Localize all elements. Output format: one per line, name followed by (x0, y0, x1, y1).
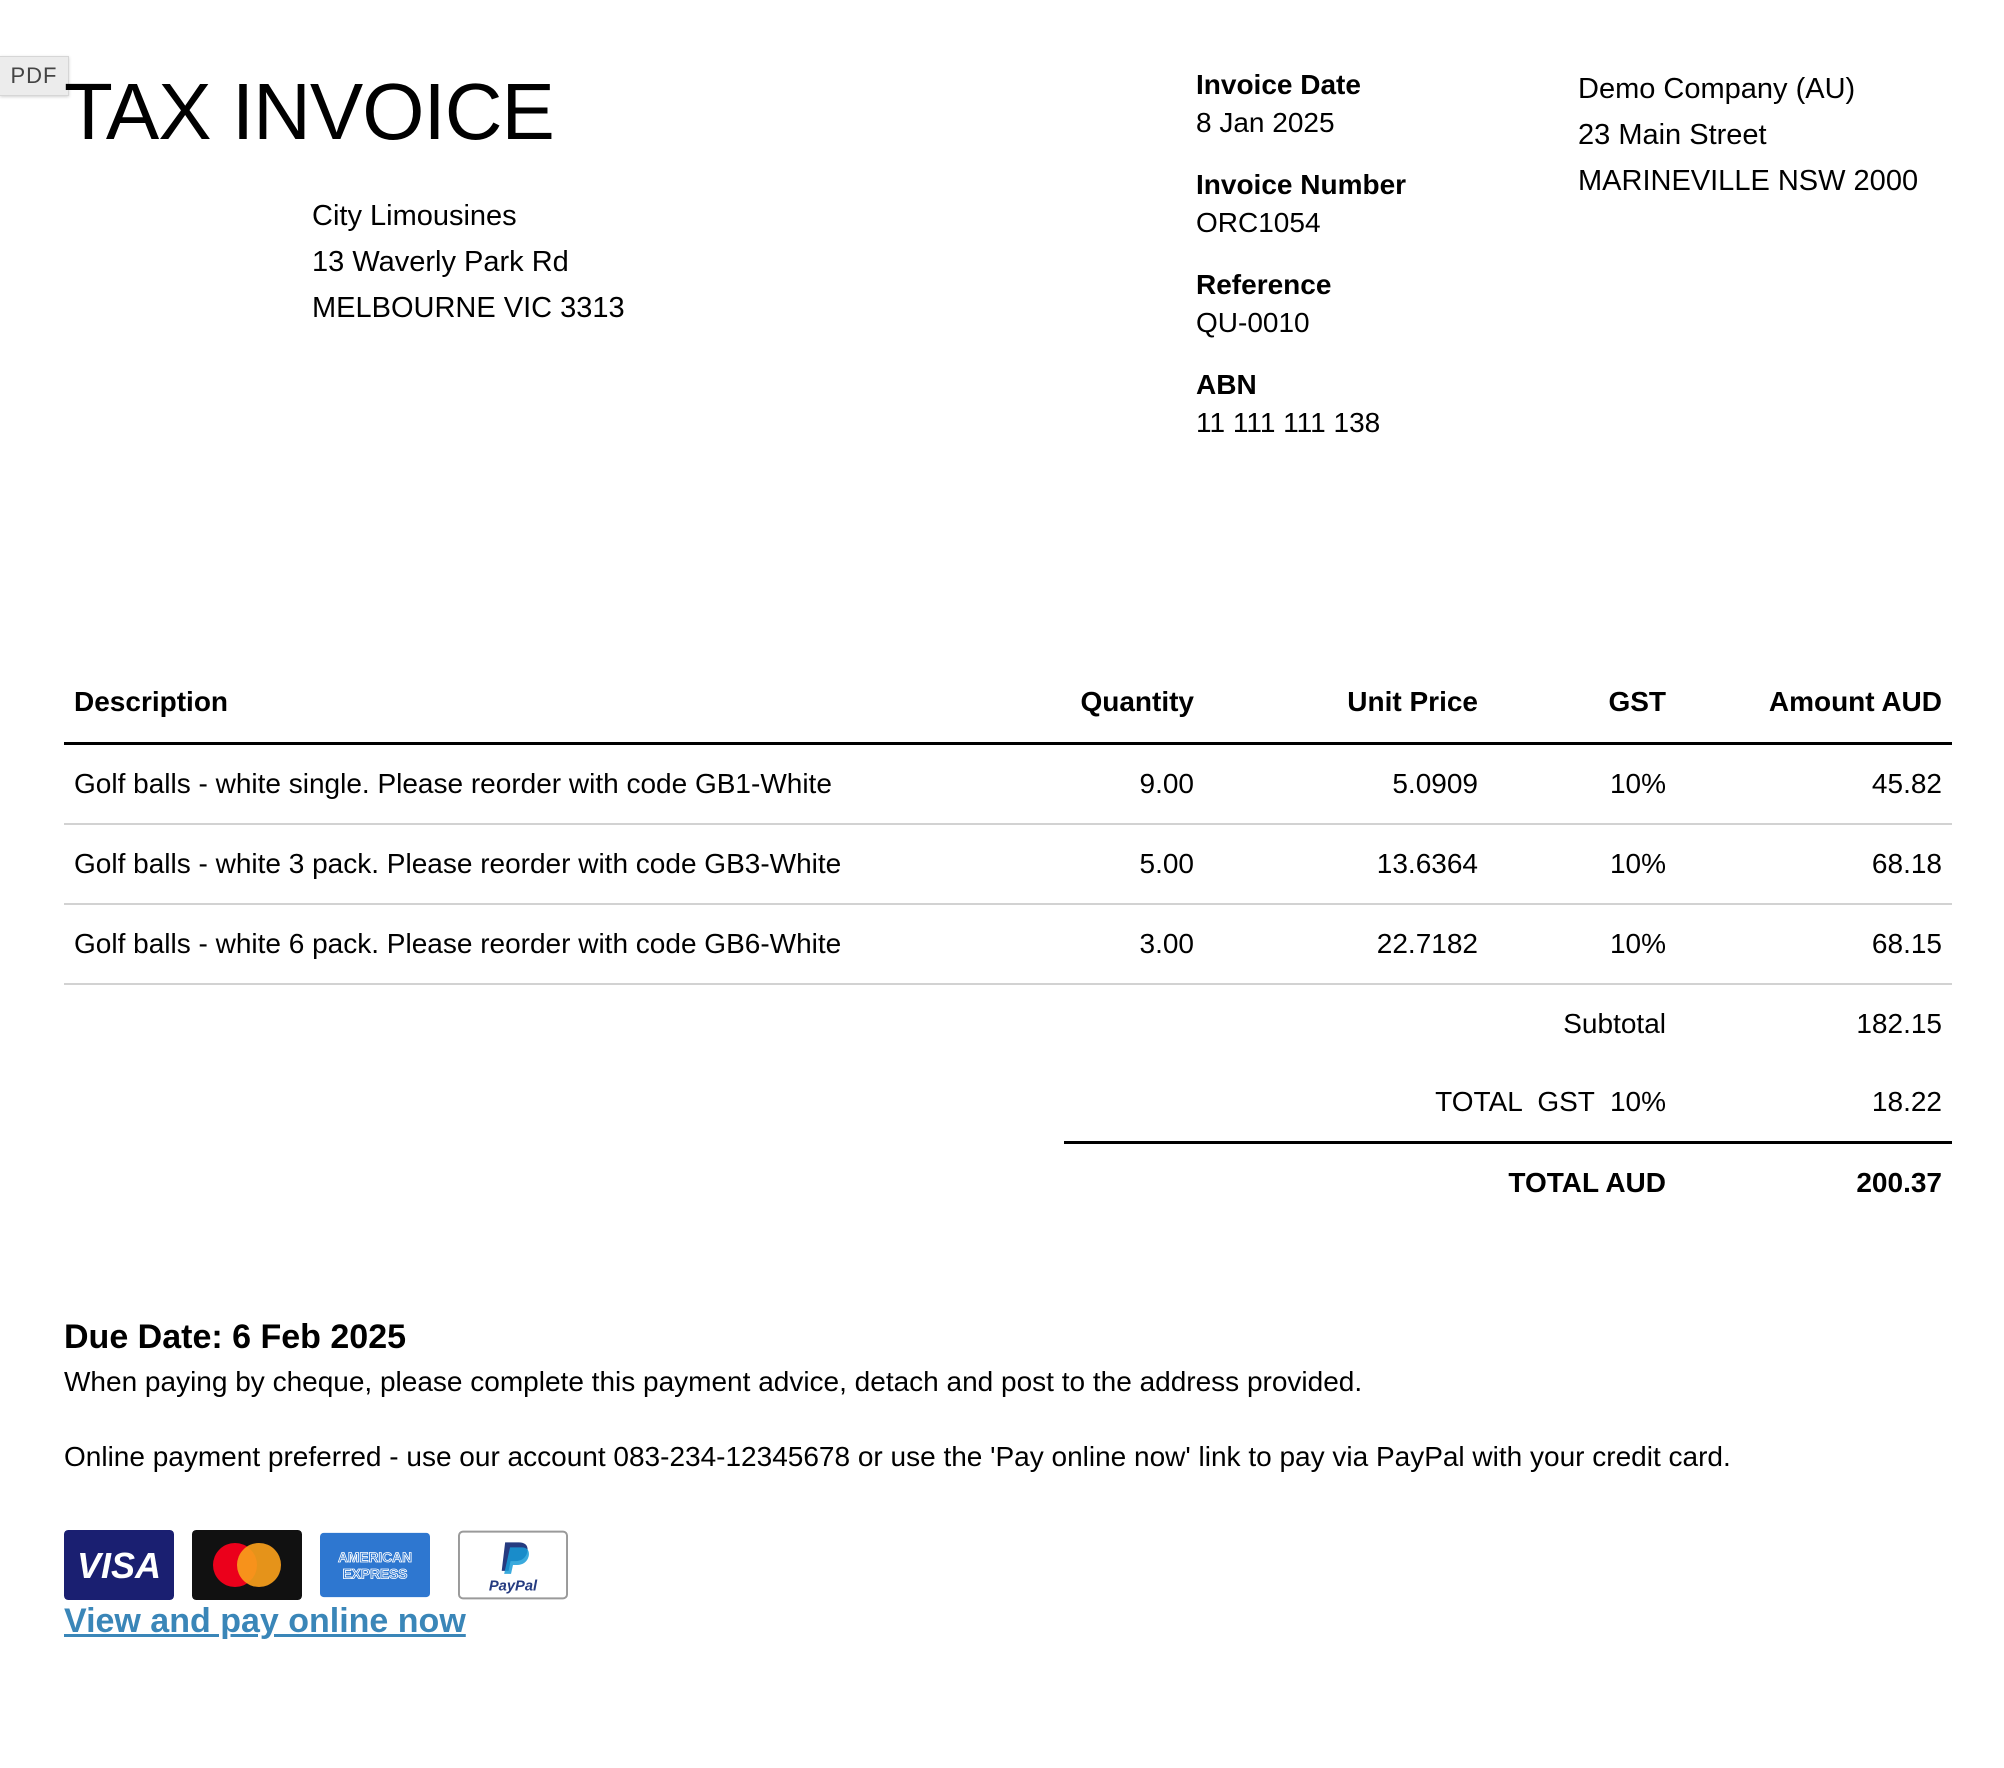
cheque-note: When paying by cheque, please complete this payment advice, detach and post to the address provided. (64, 1366, 1363, 1397)
meta-label: Invoice Date (1196, 69, 1361, 100)
cell-description: Golf balls - white single. Please reorder with code GB1-White (64, 744, 1064, 825)
cell-gst: 10% (1488, 904, 1676, 984)
invoice-meta (1196, 66, 1536, 466)
meta-value: ORC1054 (1196, 207, 1321, 238)
recipient-address (312, 193, 625, 331)
cell-unit-price: 13.6364 (1204, 824, 1488, 904)
invoice-abn (1196, 366, 1536, 442)
sender-street: 23 Main Street (1578, 119, 1767, 151)
cell-unit-price: 5.0909 (1204, 744, 1488, 825)
meta-label: Invoice Number (1196, 169, 1407, 200)
meta-value: 8 Jan 2025 (1196, 107, 1335, 138)
gst-total-value: 18.22 (1676, 1063, 1952, 1143)
subtotal-label: Subtotal (1563, 1008, 1666, 1039)
subtotal-row (64, 984, 1952, 1063)
pdf-badge[interactable]: PDF (0, 56, 69, 96)
page-title: TAX INVOICE (64, 67, 554, 156)
cell-description: Golf balls - white 3 pack. Please reorder with code GB3-White (64, 824, 1064, 904)
line-items-table (64, 662, 1952, 1222)
grand-total-row (64, 1143, 1952, 1223)
cell-amount: 68.18 (1676, 824, 1952, 904)
table-row (64, 824, 1952, 904)
sender-address (1578, 66, 1918, 204)
meta-label: Reference (1196, 269, 1332, 300)
recipient-name: City Limousines (312, 200, 517, 232)
amex-card-icon (320, 1530, 430, 1600)
invoice-date (1196, 66, 1536, 142)
cell-amount: 68.15 (1676, 904, 1952, 984)
amex-label-line1: AMERICAN (337, 1550, 413, 1566)
paypal-label: PayPal (488, 1578, 538, 1595)
cell-amount: 45.82 (1676, 744, 1952, 825)
paypal-card-icon (458, 1530, 568, 1600)
visa-card-label: VISA (76, 1545, 162, 1586)
table-header-row (64, 662, 1952, 744)
header-unit-price: Unit Price (1204, 662, 1488, 744)
gst-total-row (64, 1063, 1952, 1143)
cell-quantity: 9.00 (1064, 744, 1204, 825)
meta-label: ABN (1196, 369, 1257, 400)
cell-unit-price: 22.7182 (1204, 904, 1488, 984)
pay-online-link[interactable]: View and pay online now (64, 1602, 466, 1640)
table-row (64, 904, 1952, 984)
header-quantity: Quantity (1064, 662, 1204, 744)
visa-card-icon (64, 1530, 174, 1600)
mastercard-icon (192, 1530, 302, 1600)
online-payment-note: Online payment preferred - use our account 083-234-12345678 or use the 'Pay online now' link to pay via PayPal with your credit card. (64, 1441, 1731, 1472)
cell-quantity: 5.00 (1064, 824, 1204, 904)
meta-value: QU-0010 (1196, 307, 1310, 338)
amex-label-line2: EXPRESS (342, 1566, 408, 1582)
cell-quantity: 3.00 (1064, 904, 1204, 984)
invoice-number (1196, 166, 1536, 242)
subtotal-value: 182.15 (1856, 1008, 1942, 1039)
cell-gst: 10% (1488, 744, 1676, 825)
sender-city: MARINEVILLE NSW 2000 (1578, 165, 1919, 197)
table-row (64, 744, 1952, 825)
header-description: Description (64, 662, 1064, 744)
gst-total-label: TOTAL GST 10% (1204, 1063, 1676, 1143)
meta-value: 11 111 111 138 (1196, 407, 1381, 438)
recipient-street: 13 Waverly Park Rd (312, 246, 569, 278)
recipient-city: MELBOURNE VIC 3313 (312, 292, 625, 324)
sender-name: Demo Company (AU) (1578, 73, 1856, 105)
cell-description: Golf balls - white 6 pack. Please reorder with code GB6-White (64, 904, 1064, 984)
grand-total-label: TOTAL AUD (1508, 1167, 1666, 1198)
grand-total-value: 200.37 (1856, 1167, 1942, 1198)
header-amount: Amount AUD (1676, 662, 1952, 744)
header-gst: GST (1488, 662, 1676, 744)
invoice-reference (1196, 266, 1536, 342)
cell-gst: 10% (1488, 824, 1676, 904)
due-date: Due Date: 6 Feb 2025 (64, 1318, 407, 1356)
